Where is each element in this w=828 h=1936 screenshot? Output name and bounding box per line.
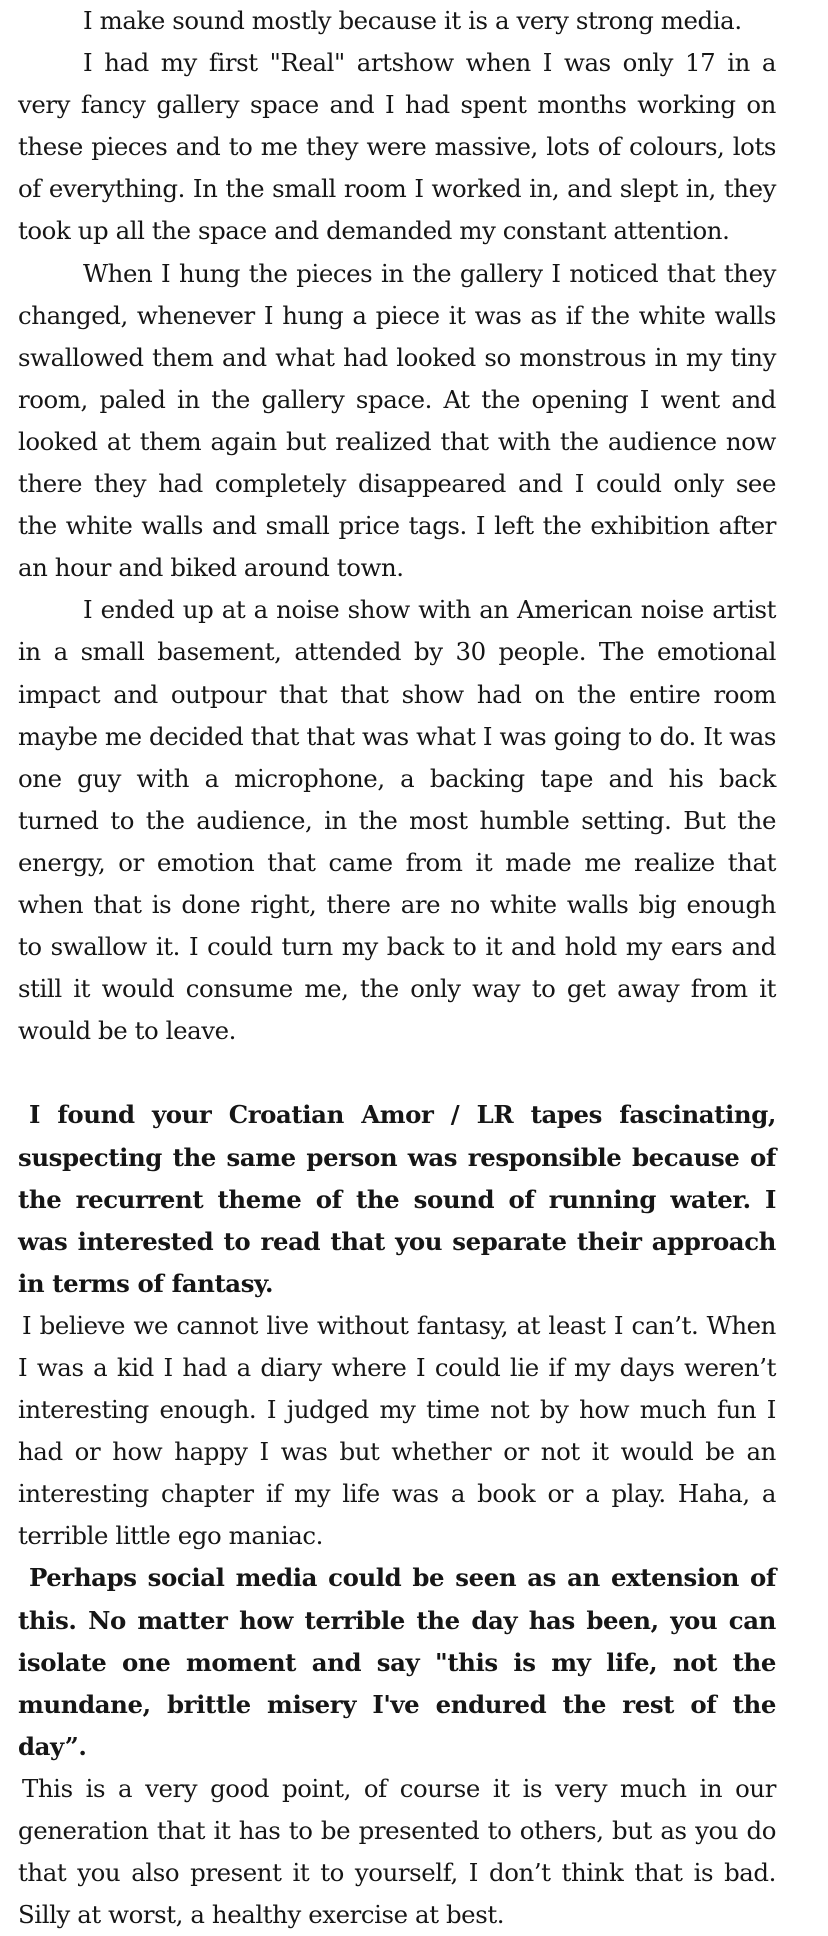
answer-generation: This is a very good point, of course it is very much in our generation that it has to be presented to others, but as you do that you also present it to yourself, I don’t think that is bad. Silly at worst, a healthy exercise at best. — [18, 1773, 776, 1930]
section-gap — [18, 1052, 776, 1094]
question-social-media: Perhaps social media could be seen as an extension of this. No matter how terrible the day has been, you can isolate one moment and say "this is my life, not the mundane, brittle misery I've endured the rest of the day”. — [18, 1563, 776, 1761]
question-croatian-amor: I found your Croatian Amor / LR tapes fascinating, suspecting the same person was responsible because of the recurrent theme of the sound of running water. I was interested to read that you separate their approach in terms of fantasy. — [18, 1100, 776, 1298]
paragraph-noise-show: I ended up at a noise show with an American noise artist in a small basement, attended by 30 people. The emotional impact and outpour that that show had on the entire room maybe me decided that that was what I was going to do. It was one guy with a microphone, a backing tape and his back turned to the audience, in the most humble setting. But the energy, or emotion that came from it made me realize that when that is done right, there are no white walls big enough to swallow it. I could turn my back to it and hold my ears and still it would consume me, the only way to get away from it would be to leave. — [18, 595, 776, 1046]
paragraph-first-artshow: I had my first "Real" artshow when I was only 17 in a very fancy gallery space and I had spent months working on these pieces and to me they were massive, lots of colours, lots of everything. In the small room I worked in, and slept in, they took up all the space and demanded my constant attention. — [18, 48, 776, 246]
article-page — [18, 0, 776, 1936]
answer-fantasy: I believe we cannot live without fantasy, at least I can’t. When I was a kid I had a diary where I could lie if my days weren’t interesting enough. I judged my time not by how much fun I had or how happy I was but whether or not it would be an interesting chapter if my life was a book or a play. Haha, a terrible little ego maniac. — [18, 1310, 776, 1551]
paragraph-make-sound: I make sound mostly because it is a very strong media. — [83, 6, 742, 35]
paragraph-gallery: When I hung the pieces in the gallery I noticed that they changed, whenever I hung a piece it was as if the white walls swallowed them and what had looked so monstrous in my tiny room, paled in the gallery space. At the opening I went and looked at them again but realized that with the audience now there they had completely disappeared and I could only see the white walls and small price tags. I left the exhibition after an hour and biked around town. — [18, 258, 776, 583]
